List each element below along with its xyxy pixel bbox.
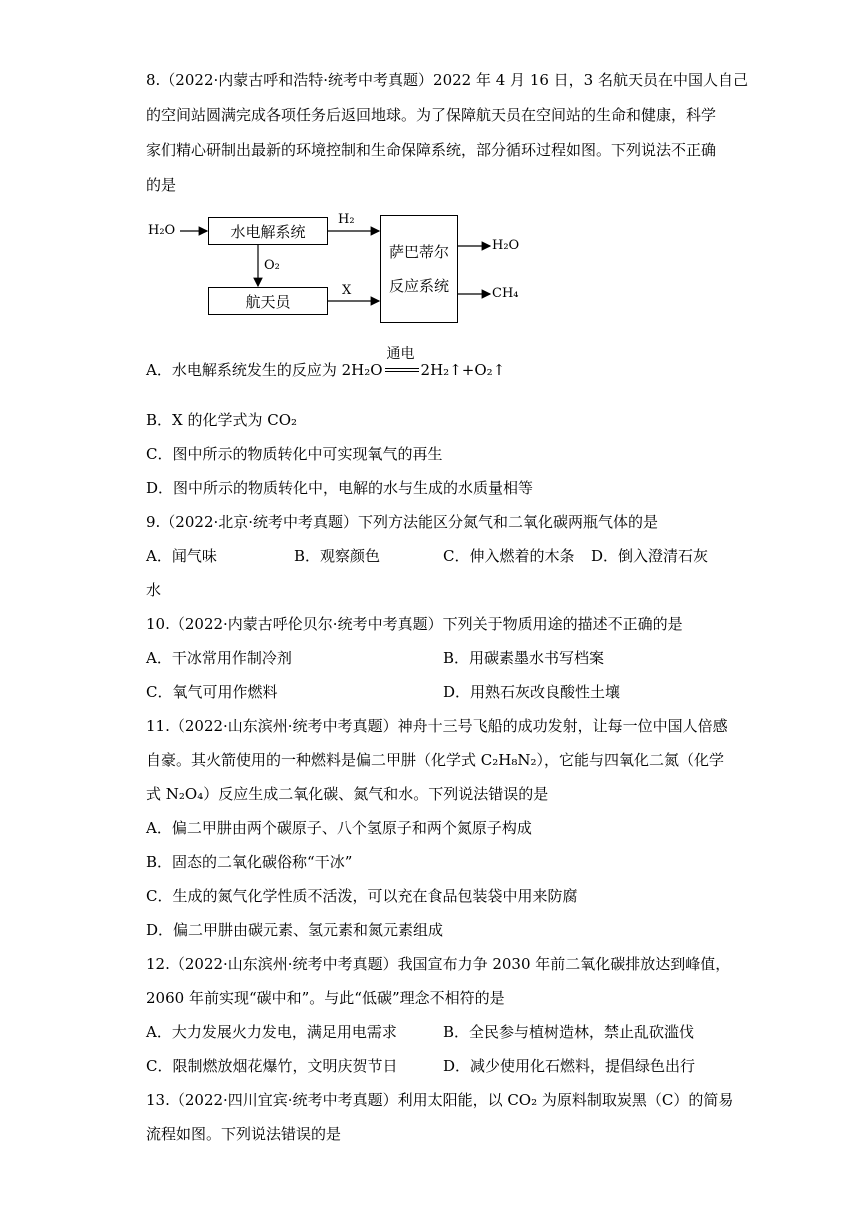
q8-option-b: B．X 的化学式为 CO₂ xyxy=(146,411,298,429)
q10-option-a: A．干冰常用作制冷剂 xyxy=(146,649,292,667)
q13-stem-line-2: 流程如图。下列说法错误的是 xyxy=(146,1125,342,1143)
q9-option-d: D．倒入澄清石灰 xyxy=(591,547,709,565)
box-water-electrolysis: 水电解系统 xyxy=(208,217,328,245)
q9-option-d-continued: 水 xyxy=(146,581,162,599)
q8-option-d: D．图中所示的物质转化中，电解的水与生成的水质量相等 xyxy=(146,479,534,497)
q11-option-a: A．偏二甲肼由两个碳原子、八个氢原子和两个氮原子构成 xyxy=(146,819,532,837)
q13-stem-line-1: 13.（2022·四川宜宾·统考中考真题）利用太阳能，以 CO₂ 为原料制取炭黑（C）的简易 xyxy=(146,1091,734,1109)
q9-stem: 9.（2022·北京·统考中考真题）下列方法能区分氮气和二氧化碳两瓶气体的是 xyxy=(146,513,659,531)
q12-option-c: C．限制燃放烟花爆竹，文明庆贺节日 xyxy=(146,1057,398,1075)
label-o2: O₂ xyxy=(264,258,280,273)
q10-stem: 10.（2022·内蒙古呼伦贝尔·统考中考真题）下列关于物质用途的描述不正确的是 xyxy=(146,615,683,633)
q11-option-d: D．偏二甲肼由碳元素、氢元素和氮元素组成 xyxy=(146,921,444,939)
q8-option-a-text: A．水电解系统发生的反应为 2H₂O xyxy=(146,361,383,379)
reaction-condition-mark xyxy=(383,346,421,380)
q11-stem-line-3: 式 N₂O₄）反应生成二氧化碳、氮气和水。下列说法错误的是 xyxy=(146,785,549,803)
q12-option-b: B．全民参与植树造林，禁止乱砍滥伐 xyxy=(443,1023,695,1041)
q11-stem-line-1: 11.（2022·山东滨州·统考中考真题）神舟十三号飞船的成功发射，让每一位中国人倍感 xyxy=(146,717,728,735)
life-support-flow-diagram xyxy=(146,210,536,330)
output-water: H₂O xyxy=(492,238,520,253)
q10-option-c: C．氧气可用作燃料 xyxy=(146,683,278,701)
flow-arrows xyxy=(146,210,536,330)
box-sabatier-system xyxy=(380,215,458,323)
output-methane: CH₄ xyxy=(492,286,519,301)
q8-stem-line-1: 8.（2022·内蒙古呼和浩特·统考中考真题）2022 年 4 月 16 日，3 名航天员在中国人自己 xyxy=(146,71,748,89)
q8-option-a-products: 2H₂↑+O₂↑ xyxy=(420,361,506,379)
q8-option-c: C．图中所示的物质转化中可实现氧气的再生 xyxy=(146,445,443,463)
q11-option-b: B．固态的二氧化碳俗称“干冰” xyxy=(146,853,353,871)
equals-sign xyxy=(385,368,419,372)
q12-option-d: D．减少使用化石燃料，提倡绿色出行 xyxy=(443,1057,696,1075)
box-astronaut: 航天员 xyxy=(208,287,328,315)
q8-option-a xyxy=(146,346,506,380)
label-x: X xyxy=(342,283,352,298)
reaction-condition: 通电 xyxy=(386,346,415,362)
q9-option-c: C．伸入燃着的木条 xyxy=(443,547,575,565)
q8-stem-line-3: 家们精心研制出最新的环境控制和生命保障系统，部分循环过程如图。下列说法不正确 xyxy=(146,141,717,159)
q8-stem-line-4: 的是 xyxy=(146,176,177,194)
q8-stem-line-2: 的空间站圆满完成各项任务后返回地球。为了保障航天员在空间站的生命和健康，科学 xyxy=(146,106,717,124)
q11-option-c: C．生成的氮气化学性质不活泼，可以充在食品包装袋中用来防腐 xyxy=(146,887,578,905)
q10-option-b: B．用碳素墨水书写档案 xyxy=(443,649,605,667)
label-h2: H₂ xyxy=(338,212,355,227)
diagram-input-water: H₂O xyxy=(148,223,176,238)
q12-option-a: A．大力发展火力发电，满足用电需求 xyxy=(146,1023,397,1041)
q9-option-b: B．观察颜色 xyxy=(294,547,381,565)
q9-option-a: A．闻气味 xyxy=(146,547,217,565)
q10-option-d: D．用熟石灰改良酸性土壤 xyxy=(443,683,621,701)
sabatier-label-2: 反应系统 xyxy=(388,277,449,295)
sabatier-label-1: 萨巴蒂尔 xyxy=(388,243,449,261)
q11-stem-line-2: 自豪。其火箭使用的一种燃料是偏二甲肼（化学式 C₂H₈N₂），它能与四氧化二氮（化学 xyxy=(146,751,724,769)
q12-stem-line-2: 2060 年前实现“碳中和”。与此“低碳”理念不相符的是 xyxy=(146,989,505,1007)
q12-stem-line-1: 12.（2022·山东滨州·统考中考真题）我国宣布力争 2030 年前二氧化碳排放达到峰值， xyxy=(146,955,731,973)
